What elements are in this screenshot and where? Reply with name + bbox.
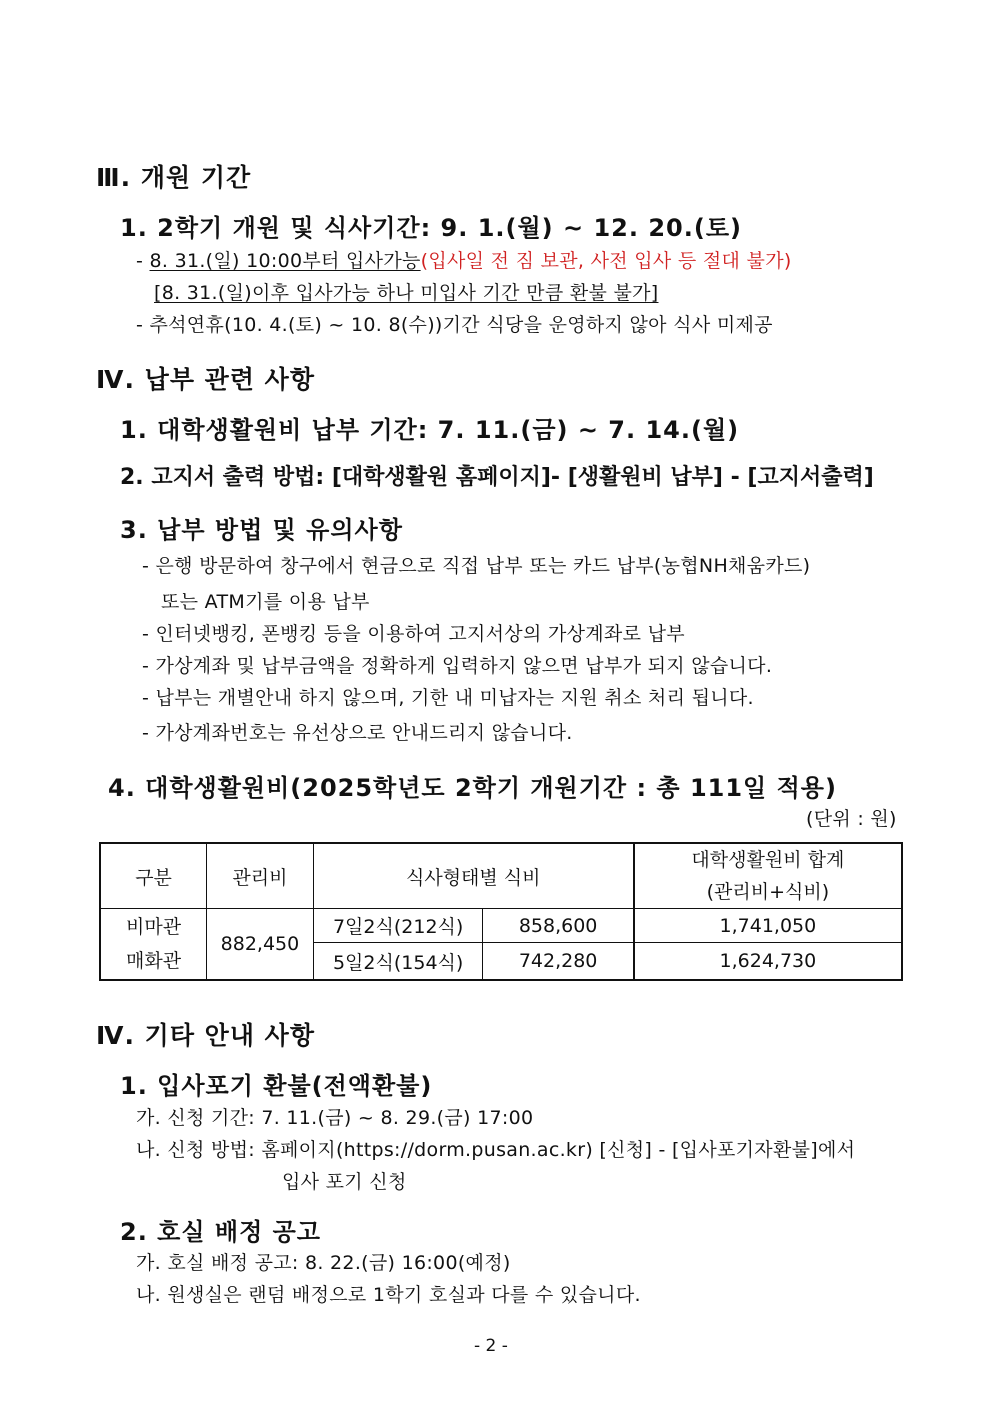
mgmt-fee: 882,450 — [207, 909, 314, 981]
s5-item-2-a: 가. 호실 배정 공고: 8. 22.(금) 16:00(예정) — [136, 1252, 511, 1274]
table-row — [100, 909, 902, 943]
s4-item-1: 1. 대학생활원비 납부 기간: 7. 11.(금) ~ 7. 14.(월) — [120, 416, 740, 444]
section-3-title: Ⅲ. 개원 기간 — [96, 163, 252, 192]
table-header-row — [100, 843, 902, 909]
total-fee: 1,624,730 — [634, 943, 902, 981]
header-meal: 식사형태별 식비 — [313, 843, 633, 909]
s3-bullet-2: - 추석연휴(10. 4.(토) ~ 10. 8(수))기간 식당을 운영하지 않아 식사 미제공 — [136, 314, 773, 336]
s3-bullet-1 — [136, 246, 792, 273]
section-4-title: Ⅳ. 납부 관련 사항 — [96, 365, 315, 394]
s5-item-1-b-cont: 입사 포기 신청 — [282, 1171, 407, 1193]
unit-label: (단위 : 원) — [806, 808, 897, 830]
s4-bullet: - 납부는 개별안내 하지 않으며, 기한 내 미납자는 지원 취소 처리 됩니다. — [142, 687, 754, 709]
s4-bullet: 또는 ATM기를 이용 납부 — [161, 591, 370, 613]
page-number: - 2 - — [474, 1336, 508, 1356]
s4-item-3: 3. 납부 방법 및 유의사항 — [120, 516, 403, 544]
meal-fee: 858,600 — [483, 909, 634, 943]
bullet-dash: - — [136, 250, 144, 272]
s5-item-1-b: 나. 신청 방법: 홈페이지(https://dorm.pusan.ac.kr) [신청] - [입사포기자환불]에서 — [136, 1139, 856, 1161]
s5-item-1: 1. 입사포기 환불(전액환불) — [120, 1072, 433, 1100]
header-total — [634, 843, 902, 909]
fee-table — [99, 842, 903, 981]
s4-bullet: - 은행 방문하여 창구에서 현금으로 직접 납부 또는 카드 납부(농협NH채움카드) — [142, 555, 811, 577]
s4-bullet: - 가상계좌번호는 유선상으로 안내드리지 않습니다. — [142, 722, 573, 744]
header-category: 구분 — [100, 843, 207, 909]
header-total-line1: 대학생활원비 합계 — [691, 849, 845, 871]
header-mgmt: 관리비 — [207, 843, 314, 909]
dorm-name: 매화관 — [126, 950, 182, 972]
dorm-name: 비마관 — [126, 916, 182, 938]
dorm-names — [100, 909, 207, 981]
s4-bullet: - 가상계좌 및 납부금액을 정확하게 입력하지 않으면 납부가 되지 않습니다. — [142, 655, 773, 677]
s5-item-2-b: 나. 원생실은 랜덤 배정으로 1학기 호실과 다를 수 있습니다. — [136, 1284, 641, 1306]
meal-fee: 742,280 — [483, 943, 634, 981]
s4-item-4: 4. 대학생활원비(2025학년도 2학기 개원기간 : 총 111일 적용) — [108, 774, 837, 802]
s3-item-1: 1. 2학기 개원 및 식사기간: 9. 1.(월) ~ 12. 20.(토) — [120, 214, 742, 242]
s3-refund-note: [8. 31.(일)이후 입사가능 하나 미입사 기간 만큼 환불 불가] — [154, 282, 659, 304]
s5-item-1-a: 가. 신청 기간: 7. 11.(금) ~ 8. 29.(금) 17:00 — [136, 1107, 534, 1129]
s4-item-2: 2. 고지서 출력 방법: [대학생활원 홈페이지]- [생활원비 납부] - [고지서출력] — [120, 465, 874, 490]
meal-plan: 7일2식(212식) — [313, 909, 483, 943]
move-in-date: 8. 31.(일) 10:00부터 입사가능 — [149, 250, 421, 272]
section-5-title: Ⅳ. 기타 안내 사항 — [96, 1021, 315, 1050]
s4-bullet: - 인터넷뱅킹, 폰뱅킹 등을 이용하여 고지서상의 가상계좌로 납부 — [142, 623, 685, 645]
header-total-line2: (관리비+식비) — [706, 881, 830, 903]
meal-plan: 5일2식(154식) — [313, 943, 483, 981]
total-fee: 1,741,050 — [634, 909, 902, 943]
move-in-warning: (입사일 전 짐 보관, 사전 입사 등 절대 불가) — [420, 250, 792, 272]
s5-item-2: 2. 호실 배정 공고 — [120, 1218, 321, 1246]
